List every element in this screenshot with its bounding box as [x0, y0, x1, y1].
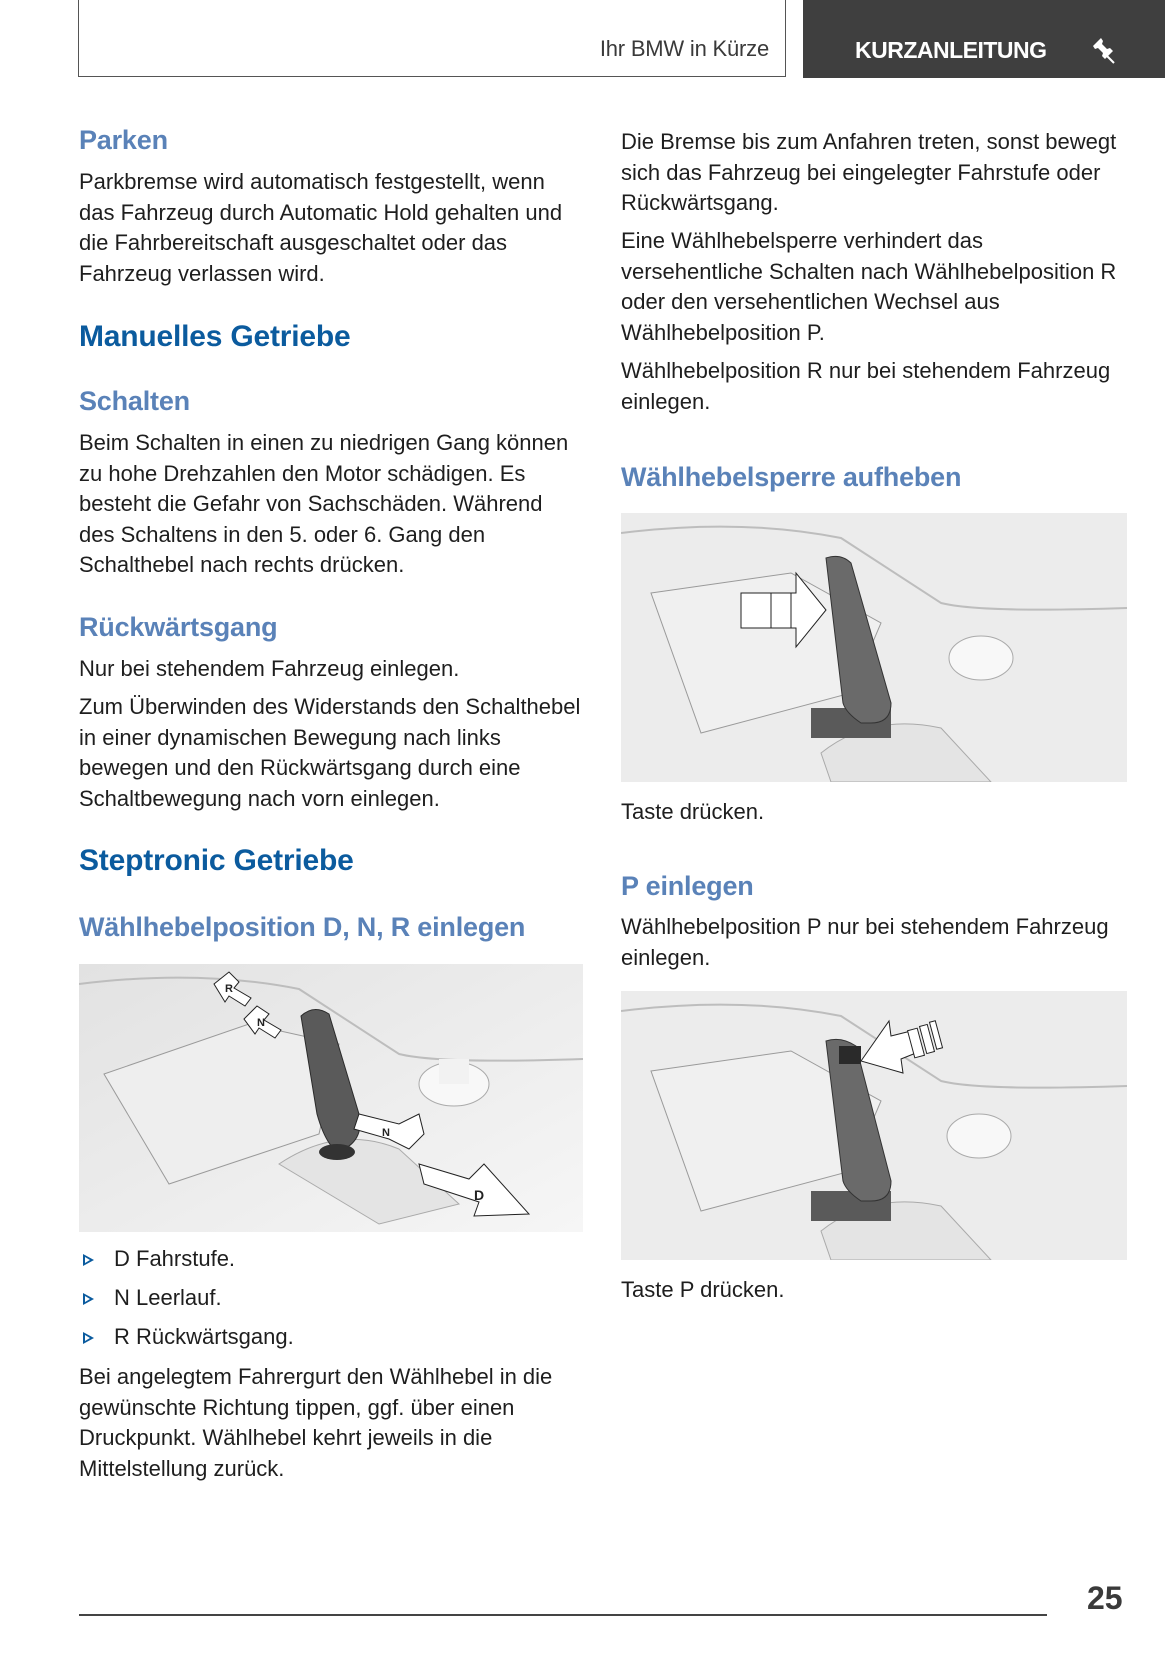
label-n-up: N — [257, 1017, 265, 1029]
section-title: Ihr BMW in Kürze — [599, 36, 769, 61]
parken-text: Parkbremse wird automatisch festgestellt, wenn das Fahrzeug durch Automatic Hold gehalten und die Fahrbereitschaft ausgeschaltet oder das Fahrzeug verlassen wird. — [79, 169, 563, 286]
chapter-title: KURZANLEITUNG — [855, 37, 1047, 63]
label-n-down: N — [382, 1127, 390, 1139]
label-r: R — [225, 983, 233, 995]
triangle-bullet-icon — [83, 1332, 94, 1344]
label-d: D — [474, 1187, 485, 1203]
schalten-text: Beim Schalten in einen zu niedrigen Gang können zu hohe Drehzahlen den Motor schädigen. Es besteht die Gefahr von Sachschäden. Während des Schaltens in den 5. oder 6. Gang den Schalthebel nach rechts drücken. — [79, 430, 569, 577]
heading-parken: Parken — [79, 125, 168, 155]
rueckwaertsgang-text-2: Zum Überwinden des Widerstands den Schalthebel in einer dynamischen Bewegung nach links bewegen und den Rückwärtsgang durch eine Schaltbewegung nach vorn einlegen. — [79, 694, 581, 811]
triangle-bullet-icon — [83, 1254, 94, 1266]
pushpin-icon — [1090, 36, 1116, 64]
p-einlegen-caption: Taste P drücken. — [621, 1277, 785, 1302]
p-einlegen-text: Wählhebelposition P nur bei stehendem Fahrzeug einlegen. — [621, 914, 1109, 970]
gear-selector-dnr-illustration — [79, 964, 583, 1232]
dnr-text: Bei angelegtem Fahrergurt den Wählhebel in die gewünschte Richtung tippen, ggf. über einen Druckpunkt. Wählhebel kehrt jeweils in die Mittelstellung zurück. — [79, 1364, 553, 1481]
gear-positions-list — [79, 1244, 584, 1361]
list-item: D Fahrstufe. — [79, 1244, 584, 1283]
intro-text-1: Die Bremse bis zum Anfahren treten, sonst bewegt sich das Fahrzeug bei eingelegter Fahrstufe oder Rückwärtsgang. — [621, 129, 1117, 215]
heading-manuelles-getriebe: Manuelles Getriebe — [79, 320, 351, 353]
footer-divider — [79, 1614, 1047, 1616]
intro-text-3: Wählhebelposition R nur bei stehendem Fahrzeug einlegen. — [621, 358, 1111, 414]
intro-text-2: Eine Wählhebelsperre verhindert das versehentliche Schalten nach Wählhebelposition R oder den versehentlichen Wechsel aus Wählhebelposition P. — [621, 228, 1117, 345]
selector-lock-illustration — [621, 513, 1127, 782]
sperre-caption: Taste drücken. — [621, 799, 765, 824]
triangle-bullet-icon — [83, 1293, 94, 1305]
chapter-tab — [803, 0, 1165, 78]
page-number: 25 — [1087, 1580, 1123, 1616]
heading-rueckwaertsgang: Rückwärtsgang — [79, 612, 278, 642]
heading-schalten: Schalten — [79, 386, 190, 416]
list-item: R Rückwärtsgang. — [79, 1322, 584, 1361]
rueckwaertsgang-text-1: Nur bei stehendem Fahrzeug einlegen. — [79, 656, 460, 681]
heading-waehlhebelsperre-aufheben: Wählhebelsperre aufheben — [621, 462, 962, 492]
heading-dnr-einlegen: Wählhebelposition D, N, R einlegen — [79, 912, 526, 942]
park-button-illustration — [621, 991, 1127, 1260]
heading-p-einlegen: P einlegen — [621, 871, 754, 901]
header-section-box — [78, 0, 786, 77]
heading-steptronic-getriebe: Steptronic Getriebe — [79, 844, 354, 877]
list-item: N Leerlauf. — [79, 1283, 584, 1322]
